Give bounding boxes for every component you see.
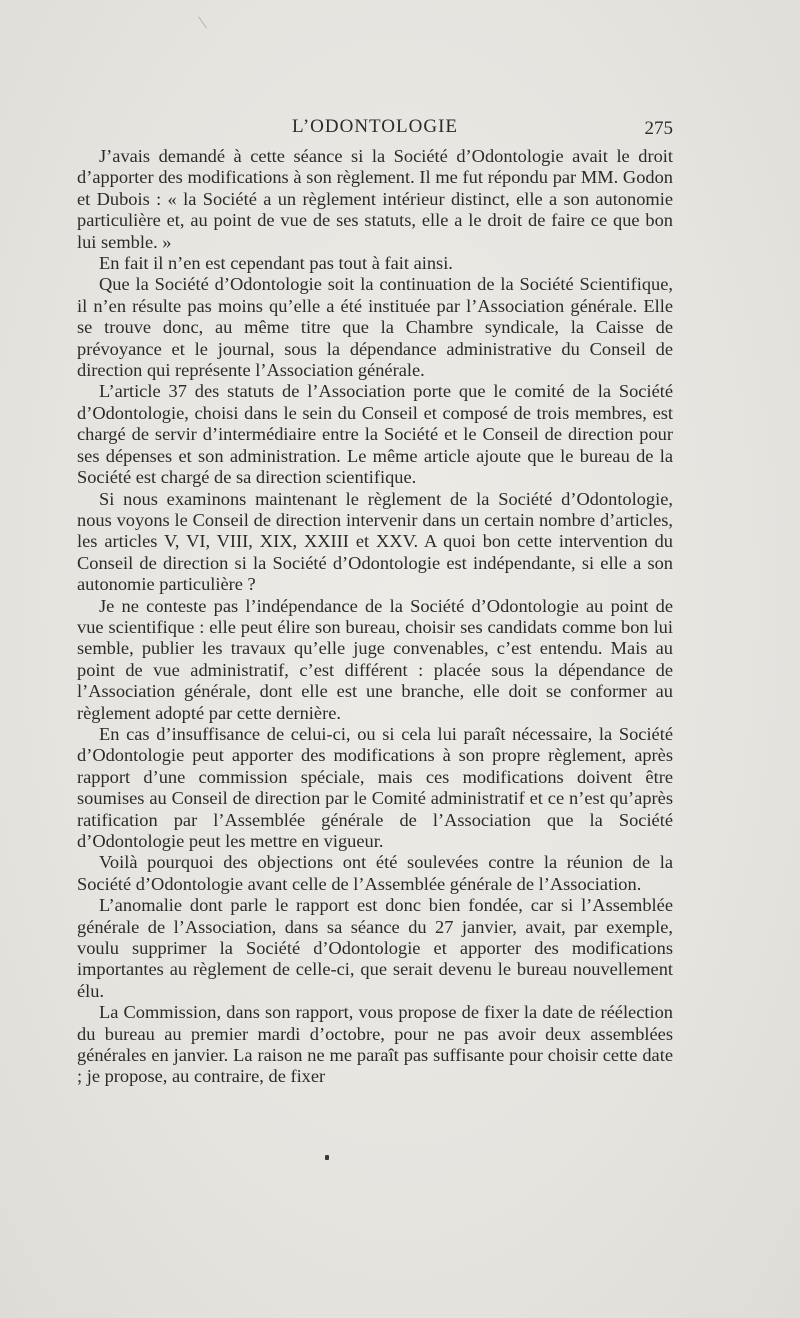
paragraph-1: J’avais demandé à cette séance si la Société d’Odontologie avait le droit d’apporter des modifications à son règlement. Il me fut répondu par MM. Godon et Dubois : « la Société a un règlement intérieur distinct, elle a son autonomie particulière et, au point de vue de ses statuts, elle a le droit de faire ce que bon lui semble. » [77,146,673,252]
paragraph-6: Je ne conteste pas l’indépendance de la Société d’Odontologie au point de vue scientifique : elle peut élire son bureau, choisir ses candidats comme bon lui semble, publier les travaux qu’elle juge convenables, c’est entendu. Mais au point de vue administratif, c’est différent : placée sous la dépendance de l’Association générale, dont elle est une branche, elle doit se conformer au règlement adopté par cette dernière. [77,595,673,723]
paragraph-5: Si nous examinons maintenant le règlement de la Société d’Odontologie, nous voyons le Conseil de direction intervenir dans un certain nombre d’articles, les articles V, VI, VIII, XIX, XXIII et XXV. A quoi bon cette intervention du Conseil de direction si la Société d’Odontologie est indépendante, si elle a son autonomie particulière ? [77,488,673,595]
book-page [77,108,673,1088]
body-text [77,146,673,1088]
margin-mark [198,10,217,29]
paragraph-9: L’anomalie dont parle le rapport est donc bien fondée, car si l’Assemblée générale de l’Association, dans sa séance du 27 janvier, avait, par exemple, voulu supprimer la Société d’Odontologie et apporter des modifications importantes au règlement de celle-ci, que serait devenu le bureau nouvellement élu. [77,895,673,1001]
paragraph-10: La Commission, dans son rapport, vous propose de fixer la date de réélection du bureau au premier mardi d’octobre, pour ne pas avoir deux assemblées générales en janvier. La raison ne me paraît pas suffisante pour choisir cette date ; je propose, au contraire, de fixer [77,1002,673,1087]
signature-mark [325,1155,329,1160]
running-title: L’ODONTOLOGIE [291,116,459,137]
page-number: 275 [644,118,673,139]
paragraph-3: Que la Société d’Odontologie soit la continuation de la Société Scientifique, il n’en résulte pas moins qu’elle a été instituée par l’Association générale. Elle se trouve donc, au même titre que la Chambre syndicale, la Caisse de prévoyance et le journal, sous la dépendance administrative du Conseil de direction qui représente l’Association générale. [77,274,673,381]
page-header [77,108,673,146]
paragraph-7: En cas d’insuffisance de celui-ci, ou si cela lui paraît nécessaire, la Société d’Odontologie peut apporter des modifications à son propre règlement, après rapport d’une commission spéciale, mais ces modifications doivent être soumises au Conseil de direction par le Comité administratif et ce n’est qu’après ratification par l’Assemblée générale de l’Association que la Société d’Odontologie peut les mettre en vigueur. [77,723,673,851]
paragraph-8: Voilà pourquoi des objections ont été soulevées contre la réunion de la Société d’Odontologie avant celle de l’Assemblée générale de l’Association. [77,852,673,894]
paragraph-2: En fait il n’en est cependant pas tout à fait ainsi. [99,253,453,274]
paragraph-4: L’article 37 des statuts de l’Association porte que le comité de la Société d’Odontologie, choisi dans le sein du Conseil et composé de trois membres, est chargé de servir d’intermédiaire entre la Société et le Conseil de direction pour ses dépenses et son administration. Le même article ajoute que le bureau de la Société est chargé de sa direction scientifique. [77,381,673,488]
